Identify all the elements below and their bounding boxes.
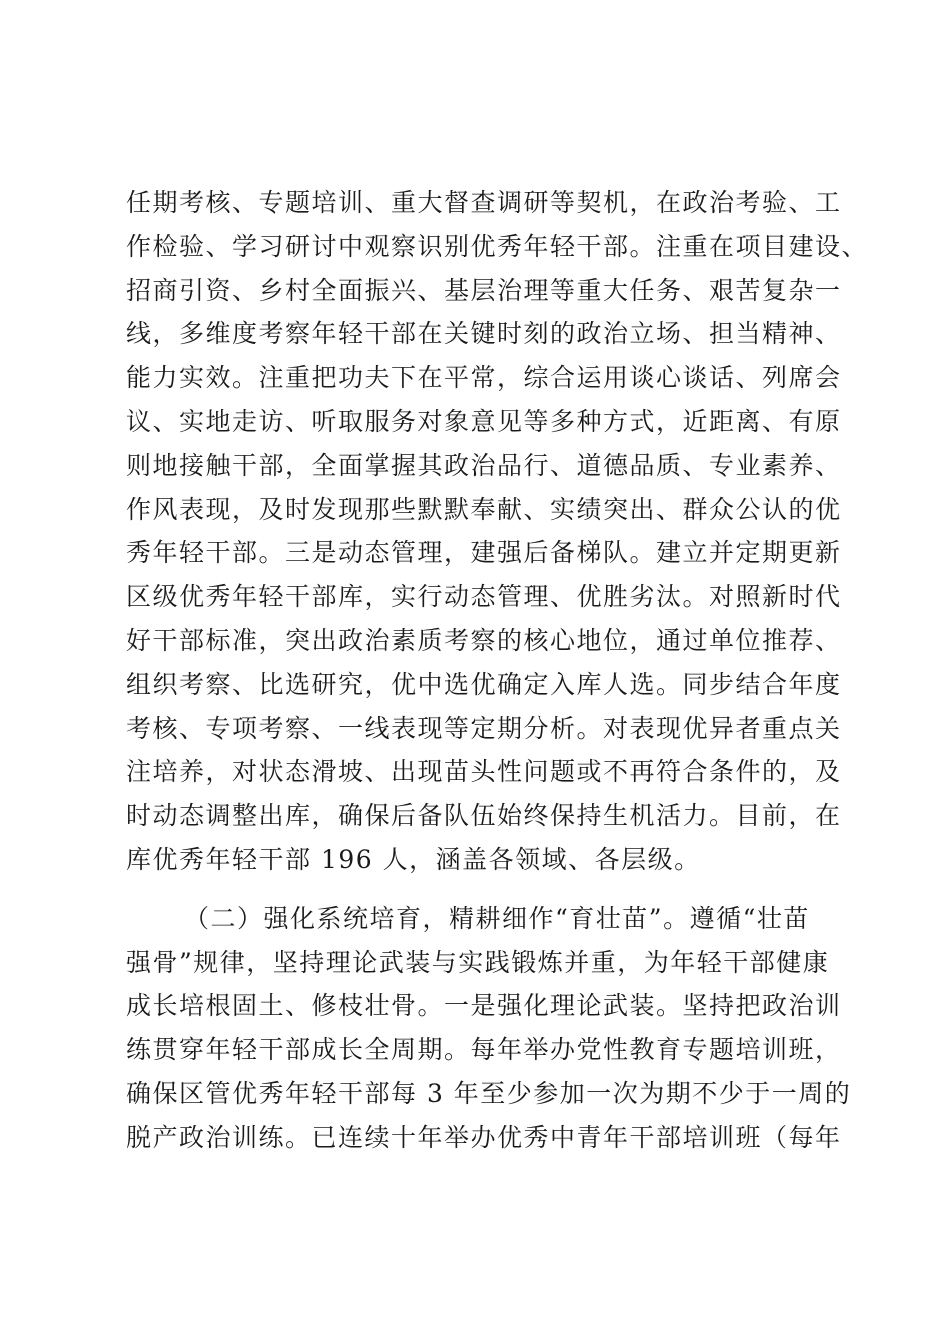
text-line: 时动态调整出库，确保后备队伍始终保持生机活力。目前，在 bbox=[126, 801, 842, 831]
text-line: 秀年轻干部。三是动态管理，建强后备梯队。建立并定期更新 bbox=[126, 538, 842, 568]
paragraph-heading-line: （二）强化系统培育，精耕细作“育壮苗”。遵循“壮苗 bbox=[184, 903, 810, 933]
text-line: 作风表现，及时发现那些默默奉献、实绩突出、群众公认的优 bbox=[126, 494, 842, 524]
text-line: 注培养，对状态滑坡、出现苗头性问题或不再符合条件的，及 bbox=[126, 757, 842, 787]
text-line: 区级优秀年轻干部库，实行动态管理、优胜劣汰。对照新时代 bbox=[126, 582, 842, 612]
text-line: 招商引资、乡村全面振兴、基层治理等重大任务、艰苦复杂一 bbox=[126, 275, 842, 305]
text-line: 确保区管优秀年轻干部每 3 年至少参加一次为期不少于一周的 bbox=[126, 1078, 852, 1108]
paragraph-spacer bbox=[126, 882, 846, 897]
text-line: 考核、专项考察、一线表现等定期分析。对表现优异者重点关 bbox=[126, 713, 842, 743]
text-line: 库优秀年轻干部 196 人，涵盖各领域、各层级。 bbox=[126, 844, 701, 874]
text-line: 好干部标准，突出政治素质考察的核心地位，通过单位推荐、 bbox=[126, 625, 842, 655]
text-line: 则地接触干部，全面掌握其政治品行、道德品质、专业素养、 bbox=[126, 450, 842, 480]
text-line: 成长培根固土、修枝壮骨。一是强化理论武装。坚持把政治训 bbox=[126, 991, 842, 1021]
text-line: 议、实地走访、听取服务对象意见等多种方式，近距离、有原 bbox=[126, 406, 842, 436]
text-line: 练贯穿年轻干部成长全周期。每年举办党性教育专题培训班， bbox=[126, 1035, 842, 1065]
paragraph-2 bbox=[126, 897, 852, 1160]
text-line: 能力实效。注重把功夫下在平常，综合运用谈心谈话、列席会 bbox=[126, 363, 842, 393]
text-line: 脱产政治训练。已连续十年举办优秀中青年干部培训班（每年 bbox=[126, 1122, 842, 1152]
text-line: 组织考察、比选研究，优中选优确定入库人选。同步结合年度 bbox=[126, 669, 842, 699]
text-line: 线，多维度考察年轻干部在关键时刻的政治立场、担当精神、 bbox=[126, 319, 842, 349]
text-line: 作检验、学习研讨中观察识别优秀年轻干部。注重在项目建设、 bbox=[126, 231, 869, 261]
paragraph-1 bbox=[126, 181, 869, 882]
document-body bbox=[126, 181, 869, 1160]
text-line: 强骨”规律，坚持理论武装与实践锻炼并重，为年轻干部健康 bbox=[126, 947, 830, 977]
text-line: 任期考核、专题培训、重大督查调研等契机，在政治考验、工 bbox=[126, 188, 842, 217]
